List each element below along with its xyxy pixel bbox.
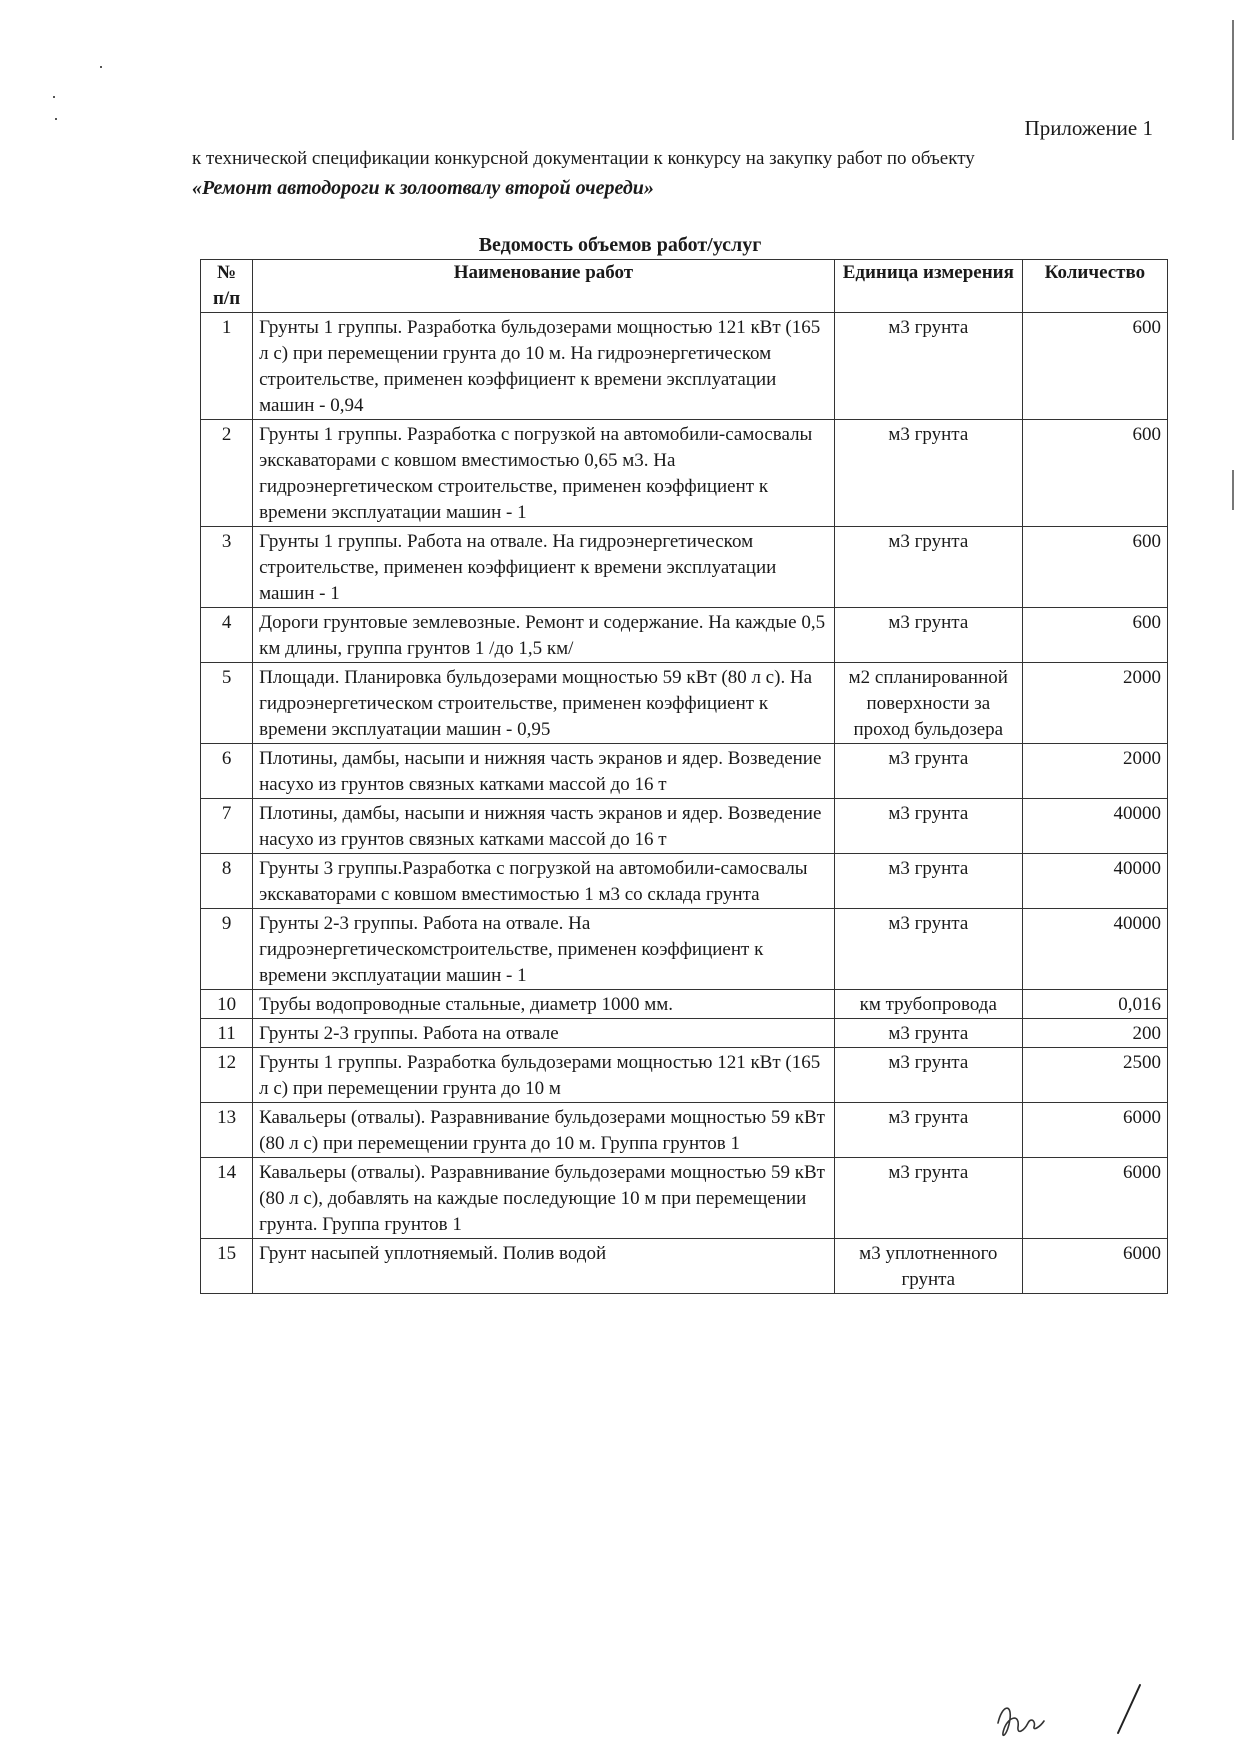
quantity: 600 xyxy=(1022,527,1167,608)
unit-of-measure: м3 грунта xyxy=(834,1048,1022,1103)
work-name: Плотины, дамбы, насыпи и нижняя часть экранов и ядер. Возведение насухо из грунтов связных катками массой до 16 т xyxy=(253,744,835,799)
quantity: 600 xyxy=(1022,313,1167,420)
table-row xyxy=(201,608,1168,663)
row-number: 12 xyxy=(201,1048,253,1103)
unit-of-measure: м3 уплотненного грунта xyxy=(834,1239,1022,1294)
row-number: 7 xyxy=(201,799,253,854)
quantity: 600 xyxy=(1022,420,1167,527)
work-name: Грунты 3 группы.Разработка с погрузкой на автомобили-самосвалы экскаваторами с ковшом вместимостью 1 м3 со склада грунта xyxy=(253,854,835,909)
work-name: Грунты 1 группы. Работа на отвале. На гидроэнергетическом строительстве, применен коэффициент к времени эксплуатации машин - 1 xyxy=(253,527,835,608)
quantity: 6000 xyxy=(1022,1158,1167,1239)
unit-of-measure: м3 грунта xyxy=(834,608,1022,663)
annex-label: Приложение 1 xyxy=(1024,116,1153,140)
table-row xyxy=(201,909,1168,990)
scan-artifact xyxy=(53,96,55,98)
row-number: 3 xyxy=(201,527,253,608)
quantity: 40000 xyxy=(1022,854,1167,909)
row-number: 5 xyxy=(201,663,253,744)
quantity: 40000 xyxy=(1022,799,1167,854)
quantity: 40000 xyxy=(1022,909,1167,990)
row-number: 4 xyxy=(201,608,253,663)
unit-of-measure: м3 грунта xyxy=(834,313,1022,420)
row-number: 6 xyxy=(201,744,253,799)
table-row xyxy=(201,1103,1168,1158)
handwritten-signature xyxy=(990,1675,1160,1745)
work-name: Грунты 2-3 группы. Работа на отвале xyxy=(253,1019,835,1048)
table-body xyxy=(201,313,1168,1294)
table-row xyxy=(201,1239,1168,1294)
unit-of-measure: м3 грунта xyxy=(834,744,1022,799)
table-row xyxy=(201,420,1168,527)
row-number: 11 xyxy=(201,1019,253,1048)
works-volume-table xyxy=(200,259,1168,1294)
unit-of-measure: м2 спланированной поверхности за проход бульдозера xyxy=(834,663,1022,744)
table-row xyxy=(201,1019,1168,1048)
row-number: 1 xyxy=(201,313,253,420)
quantity: 2000 xyxy=(1022,663,1167,744)
table-row xyxy=(201,527,1168,608)
work-name: Трубы водопроводные стальные, диаметр 1000 мм. xyxy=(253,990,835,1019)
unit-of-measure: км трубопровода xyxy=(834,990,1022,1019)
row-number: 15 xyxy=(201,1239,253,1294)
scan-artifact xyxy=(55,118,57,120)
table-header-row xyxy=(201,260,1168,313)
spec-subtitle: к технической спецификации конкурсной документации к конкурсу на закупку работ по объекту xyxy=(192,148,975,169)
work-name: Грунты 1 группы. Разработка с погрузкой на автомобили-самосвалы экскаваторами с ковшом вместимостью 0,65 м3. На гидроэнергетическом строительстве, применен коэффициент к времени эксплуатации машин - 1 xyxy=(253,420,835,527)
table-row xyxy=(201,990,1168,1019)
work-name: Кавальеры (отвалы). Разравнивание бульдозерами мощностью 59 кВт (80 л с), добавлять на каждые последующие 10 м при перемещении грунта. Группа грунтов 1 xyxy=(253,1158,835,1239)
work-name: Площади. Планировка бульдозерами мощностью 59 кВт (80 л с). На гидроэнергетическом строительстве, применен коэффициент к времени эксплуатации машин - 0,95 xyxy=(253,663,835,744)
quantity: 6000 xyxy=(1022,1103,1167,1158)
table-title: Ведомость объемов работ/услуг xyxy=(478,234,762,256)
column-header-unit: Единица измерения xyxy=(834,260,1022,313)
column-header-num: № п/п xyxy=(201,260,253,313)
row-number: 14 xyxy=(201,1158,253,1239)
row-number: 8 xyxy=(201,854,253,909)
table-row xyxy=(201,744,1168,799)
work-name: Плотины, дамбы, насыпи и нижняя часть экранов и ядер. Возведение насухо из грунтов связных катками массой до 16 т xyxy=(253,799,835,854)
scan-edge-mark xyxy=(1232,470,1234,510)
quantity: 2500 xyxy=(1022,1048,1167,1103)
scan-artifact xyxy=(100,66,102,68)
work-name: Грунты 1 группы. Разработка бульдозерами мощностью 121 кВт (165 л с) при перемещении грунта до 10 м xyxy=(253,1048,835,1103)
row-number: 10 xyxy=(201,990,253,1019)
work-name: Дороги грунтовые землевозные. Ремонт и содержание. На каждые 0,5 км длины, группа грунтов 1 /до 1,5 км/ xyxy=(253,608,835,663)
quantity: 6000 xyxy=(1022,1239,1167,1294)
quantity: 600 xyxy=(1022,608,1167,663)
quantity: 2000 xyxy=(1022,744,1167,799)
table-row xyxy=(201,1158,1168,1239)
row-number: 9 xyxy=(201,909,253,990)
table-row xyxy=(201,1048,1168,1103)
object-title: «Ремонт автодороги к золоотвалу второй очереди» xyxy=(192,177,654,199)
table-row xyxy=(201,799,1168,854)
column-header-name: Наименование работ xyxy=(253,260,835,313)
work-name: Грунт насыпей уплотняемый. Полив водой xyxy=(253,1239,835,1294)
column-header-qty: Количество xyxy=(1022,260,1167,313)
unit-of-measure: м3 грунта xyxy=(834,420,1022,527)
row-number: 2 xyxy=(201,420,253,527)
quantity: 0,016 xyxy=(1022,990,1167,1019)
table-row xyxy=(201,313,1168,420)
unit-of-measure: м3 грунта xyxy=(834,909,1022,990)
scan-edge-mark xyxy=(1232,20,1234,140)
work-name: Кавальеры (отвалы). Разравнивание бульдозерами мощностью 59 кВт (80 л с) при перемещении грунта до 10 м. Группа грунтов 1 xyxy=(253,1103,835,1158)
work-name: Грунты 1 группы. Разработка бульдозерами мощностью 121 кВт (165 л с) при перемещении грунта до 10 м. На гидроэнергетическом строительстве, применен коэффициент к времени эксплуатации машин - 0,94 xyxy=(253,313,835,420)
unit-of-measure: м3 грунта xyxy=(834,1019,1022,1048)
work-name: Грунты 2-3 группы. Работа на отвале. На гидроэнергетическомстроительстве, применен коэффициент к времени эксплуатации машин - 1 xyxy=(253,909,835,990)
table-row xyxy=(201,854,1168,909)
quantity: 200 xyxy=(1022,1019,1167,1048)
unit-of-measure: м3 грунта xyxy=(834,1103,1022,1158)
unit-of-measure: м3 грунта xyxy=(834,799,1022,854)
unit-of-measure: м3 грунта xyxy=(834,854,1022,909)
unit-of-measure: м3 грунта xyxy=(834,1158,1022,1239)
table-row xyxy=(201,663,1168,744)
row-number: 13 xyxy=(201,1103,253,1158)
unit-of-measure: м3 грунта xyxy=(834,527,1022,608)
